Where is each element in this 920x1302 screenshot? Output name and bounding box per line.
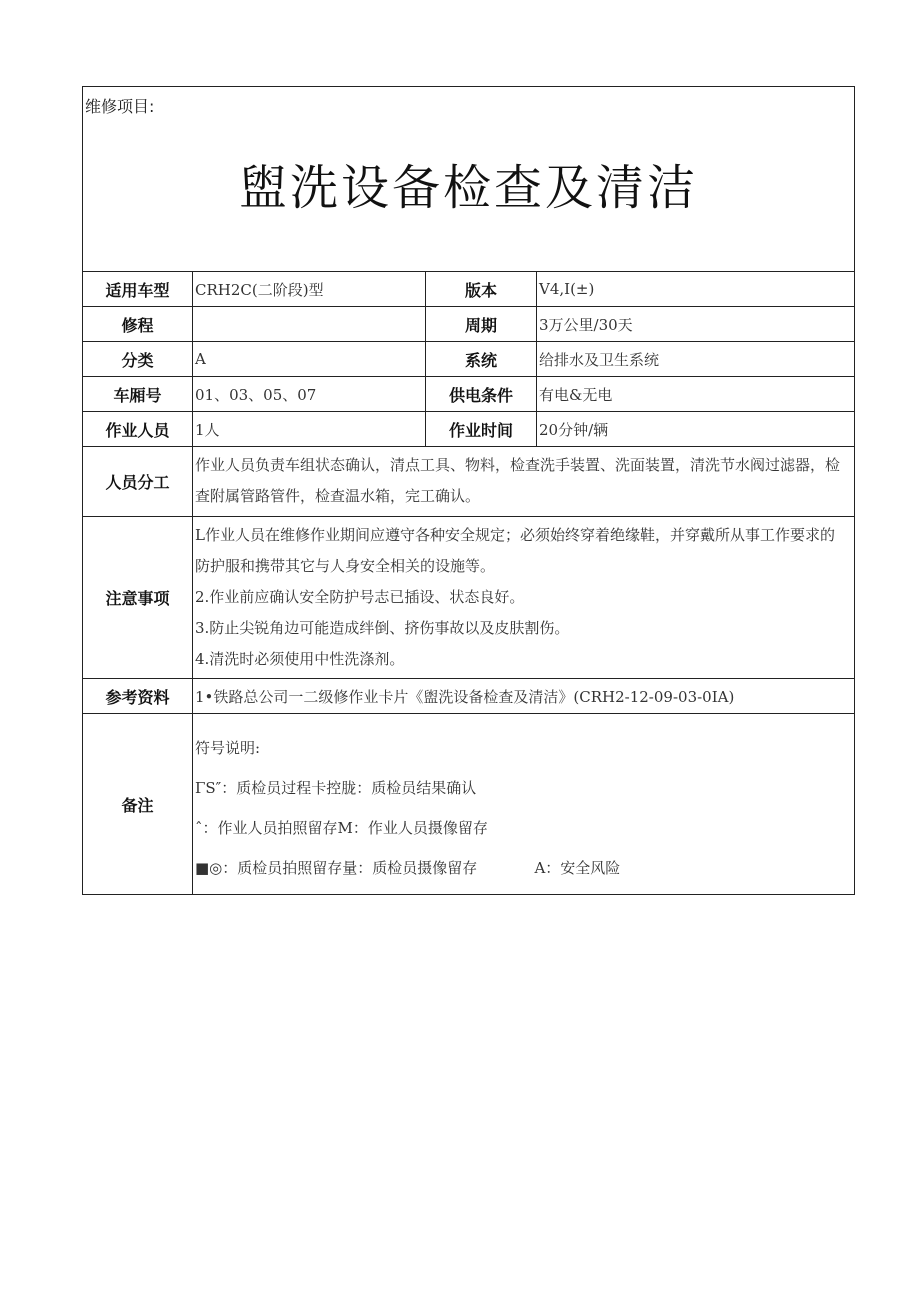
repair-level-value <box>193 307 426 342</box>
division-text <box>193 447 855 517</box>
version-value: V4,I(±) <box>537 272 855 307</box>
title-section <box>83 87 855 272</box>
workers-value: 1人 <box>193 412 426 447</box>
page-title: 盥洗设备检查及清洁 <box>238 160 698 216</box>
version-label: 版本 <box>426 272 537 307</box>
precautions-label: 注意事项 <box>83 517 193 679</box>
work-time-label: 作业时间 <box>426 412 537 447</box>
symbol-legend-line: ΓS″：质检员过程卡控胧：质检员结果确认 <box>195 779 477 797</box>
car-number-label: 车厢号 <box>83 377 193 412</box>
system-value: 给排水及卫生系统 <box>537 342 855 377</box>
vehicle-type-value: CRH2C(二阶段)型 <box>193 272 426 307</box>
cycle-label: 周期 <box>426 307 537 342</box>
repair-level-label: 修程 <box>83 307 193 342</box>
work-time-value: 20分钟/辆 <box>537 412 855 447</box>
precaution-item: 2.作业前应确认安全防护号志已插设、状态良好。 <box>195 588 525 606</box>
symbol-legend-line: ˆ：作业人员拍照留存M：作业人员摄像留存 <box>195 819 488 837</box>
precaution-item: L作业人员在维修作业期间应遵守各种安全规定；必须始终穿着绝缘鞋，并穿戴所从事工作要求的防护服和携带其它与人身安全相关的设施等。 <box>195 526 835 575</box>
remarks-label: 备注 <box>83 714 193 895</box>
work-card-table <box>82 86 855 895</box>
project-label: 维修项目: <box>85 97 155 116</box>
division-paragraph: 作业人员负责车组状态确认，清点工具、物料，检查洗手装置、洗面装置，清洗节水阀过滤器，检查附属管路管件，检查温水箱，完工确认。 <box>195 456 841 505</box>
category-label: 分类 <box>83 342 193 377</box>
power-condition-value: 有电&无电 <box>537 377 855 412</box>
category-value: A <box>193 342 426 377</box>
workers-label: 作业人员 <box>83 412 193 447</box>
system-label: 系统 <box>426 342 537 377</box>
division-label: 人员分工 <box>83 447 193 517</box>
car-number-value: 01、03、05、07 <box>193 377 426 412</box>
cycle-value: 3万公里/30天 <box>537 307 855 342</box>
power-condition-label: 供电条件 <box>426 377 537 412</box>
precaution-item: 4.清洗时必须使用中性洗涤剂。 <box>195 650 405 668</box>
precaution-item: 3.防止尖锐角边可能造成绊倒、挤伤事故以及皮肤割伤。 <box>195 619 570 637</box>
references-value: 1•铁路总公司一二级修作业卡片《盥洗设备检查及清洁》(CRH2-12-09-03-0IA) <box>193 679 855 714</box>
symbol-legend-line: ■◎：质检员拍照留存量：质检员摄像留存 A：安全风险 <box>195 859 621 877</box>
vehicle-type-label: 适用车型 <box>83 272 193 307</box>
references-label: 参考资料 <box>83 679 193 714</box>
remarks-content <box>193 714 855 895</box>
precautions-list <box>193 517 855 679</box>
symbol-legend-title: 符号说明: <box>195 739 261 757</box>
